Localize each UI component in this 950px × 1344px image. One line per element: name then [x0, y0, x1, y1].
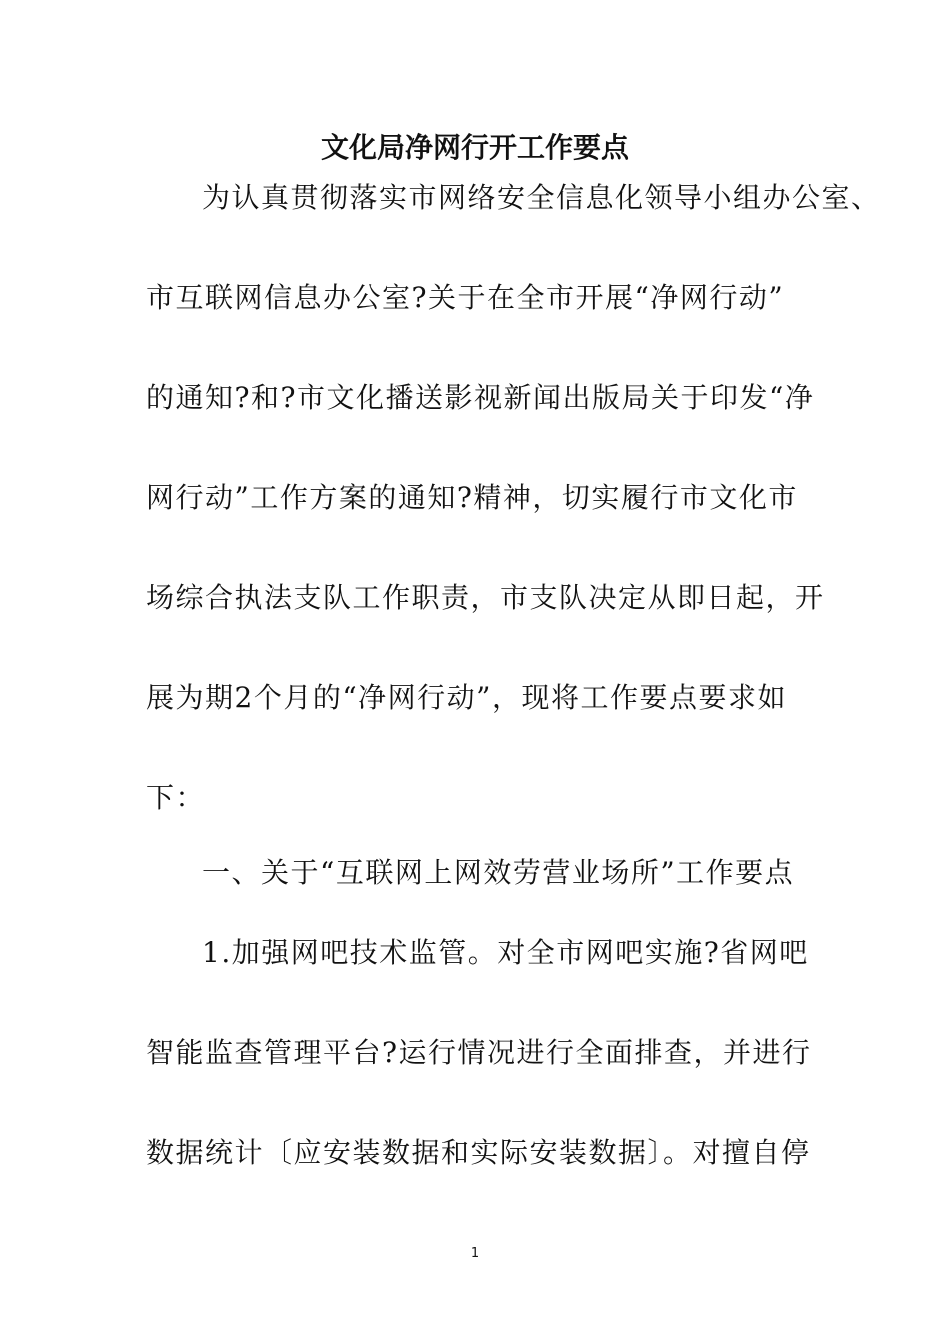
paragraph-line: 场综合执法支队工作职责，市支队决定从即日起，开	[146, 581, 825, 614]
paragraph-line: 1.加强网吧技术监管。对全市网吧实施?省网吧	[202, 936, 809, 969]
paragraph-line: 下：	[146, 781, 206, 814]
document-title: 文化局净网行开工作要点	[320, 131, 629, 164]
paragraph-line: 的通知?和?市文化播送影视新闻出版局关于印发“净	[146, 381, 815, 414]
paragraph-line: 市互联网信息办公室?关于在全市开展“净网行动”	[146, 281, 785, 314]
paragraph-line: 数据统计〔应安装数据和实际安装数据〕。对擅自停	[146, 1136, 811, 1169]
paragraph-line: 展为期2个月的“净网行动”，现将工作要点要求如	[146, 681, 787, 714]
paragraph-line: 智能监查管理平台?运行情况进行全面排查，并进行	[146, 1036, 812, 1069]
section-heading: 一、关于“互联网上网效劳营业场所”工作要点	[202, 856, 795, 889]
paragraph-line: 为认真贯彻落实市网络安全信息化领导小组办公室、	[202, 181, 881, 214]
paragraph-line: 网行动”工作方案的通知?精神，切实履行市文化市	[146, 481, 798, 514]
page-number: 1	[470, 1246, 480, 1261]
